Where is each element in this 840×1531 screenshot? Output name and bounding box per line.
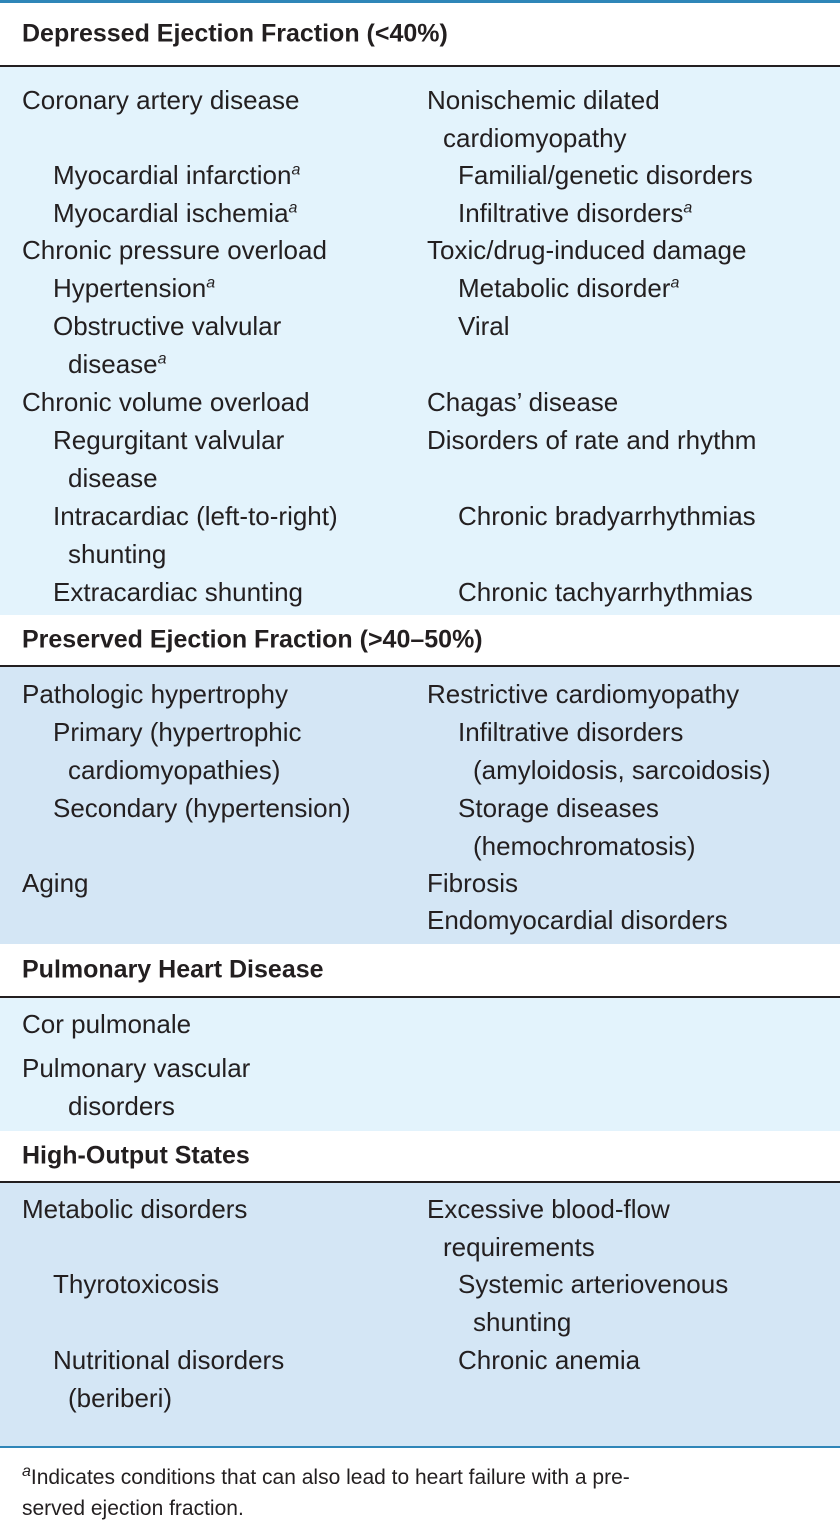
list-item: Chronic volume overload — [22, 387, 310, 417]
section-body-high-output — [0, 1183, 840, 1446]
list-item: Metabolic disorder$^a$ — [458, 273, 680, 303]
list-item: disease — [68, 463, 158, 493]
list-item: Toxic/drug-induced damage — [427, 235, 747, 265]
footnote-marker: a — [22, 1463, 31, 1480]
section-title: Depressed Ejection Fraction (<40%) — [22, 19, 448, 48]
list-item: Storage diseases — [458, 793, 659, 823]
footnote-line-2: served ejection fraction. — [22, 1497, 244, 1520]
list-item: (amyloidosis, sarcoidosis) — [473, 755, 771, 785]
list-item: Pathologic hypertrophy — [22, 679, 288, 709]
list-item: disorders — [68, 1091, 175, 1121]
list-item: Myocardial infarction$^a$ — [53, 160, 301, 190]
list-item: Obstructive valvular — [53, 311, 282, 341]
list-item: Restrictive cardiomyopathy — [427, 679, 740, 709]
list-item: shunting — [68, 539, 167, 569]
list-item: cardiomyopathy — [443, 123, 627, 153]
section-body-preserved-ef — [0, 667, 840, 944]
list-item: Fibrosis — [427, 868, 519, 898]
list-item: Familial/genetic disorders — [458, 160, 753, 190]
list-item: Hypertension$^a$ — [53, 273, 216, 303]
bottom-rule — [0, 1446, 840, 1448]
section-title: High-Output States — [22, 1141, 250, 1170]
section-title: Pulmonary Heart Disease — [22, 955, 324, 984]
list-item: Regurgitant valvular — [53, 425, 285, 455]
section-header-high-output — [0, 1131, 840, 1183]
section-title: Preserved Ejection Fraction (>40–50%) — [22, 625, 483, 654]
footnote-line-1: $^a$Indicates conditions that can also lead to heart failure with a pre- — [22, 1463, 630, 1489]
list-item: Myocardial ischemia$^a$ — [53, 198, 298, 228]
list-item: Chronic bradyarrhythmias — [458, 501, 756, 531]
list-item: Pulmonary vascular — [22, 1053, 251, 1083]
list-item: Endomyocardial disorders — [427, 905, 728, 935]
list-item: Chronic tachyarrhythmias — [458, 577, 753, 607]
list-item: Metabolic disorders — [22, 1194, 248, 1224]
list-item: Extracardiac shunting — [53, 577, 304, 607]
list-item: (beriberi) — [68, 1383, 173, 1413]
list-item: Thyrotoxicosis — [53, 1269, 220, 1299]
list-item: shunting — [473, 1307, 572, 1337]
list-item: requirements — [443, 1232, 595, 1262]
list-item: Nonischemic dilated — [427, 85, 660, 115]
section-header-preserved-ef — [0, 615, 840, 667]
list-item: Excessive blood-flow — [427, 1194, 670, 1224]
list-item: Chronic anemia — [458, 1345, 641, 1375]
list-item: Chronic pressure overload — [22, 235, 327, 265]
list-item: Secondary (hypertension) — [53, 793, 351, 823]
list-item: Systemic arteriovenous — [458, 1269, 729, 1299]
list-item: Infiltrative disorders$^a$ — [458, 198, 693, 228]
list-item: Chagas’ disease — [427, 387, 619, 417]
list-item: Coronary artery disease — [22, 85, 300, 115]
list-item: Disorders of rate and rhythm — [427, 425, 757, 455]
footnote — [22, 1462, 822, 1524]
list-item: Cor pulmonale — [22, 1009, 192, 1039]
list-item: Infiltrative disorders — [458, 717, 684, 747]
list-item: Primary (hypertrophic — [53, 717, 302, 747]
list-item: Intracardiac (left-to-right) — [53, 501, 338, 531]
list-item: cardiomyopathies) — [68, 755, 281, 785]
section-body-pulmonary — [0, 998, 840, 1131]
list-item: disease$^a$ — [68, 349, 167, 379]
section-header-pulmonary — [0, 944, 840, 998]
list-item: Nutritional disorders — [53, 1345, 285, 1375]
list-item: (hemochromatosis) — [473, 831, 696, 861]
section-header-depressed-ef — [0, 3, 840, 67]
list-item: Aging — [22, 868, 89, 898]
list-item: Viral — [458, 311, 510, 341]
section-body-depressed-ef — [0, 67, 840, 615]
